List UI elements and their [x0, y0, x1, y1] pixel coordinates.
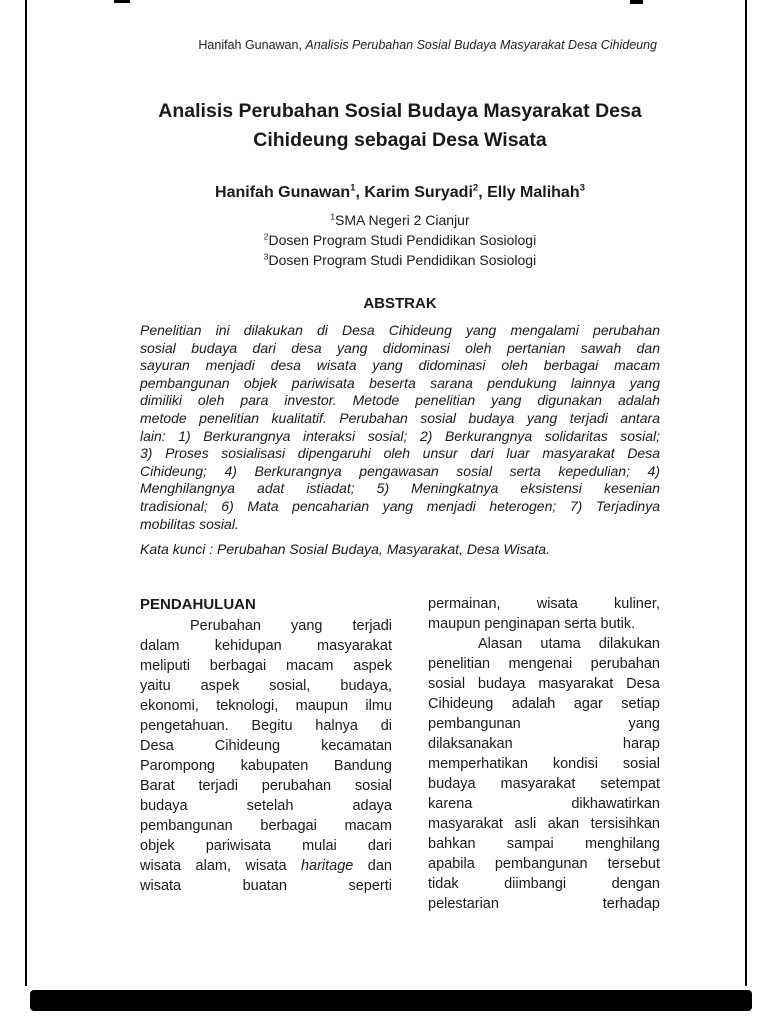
body-line: memperhatikan kondisi sosial: [428, 756, 660, 772]
paper-title-line: Cihideung sebagai Desa Wisata: [253, 129, 547, 151]
abstract-body: [140, 322, 660, 533]
body-line: wisata buatan seperti: [140, 878, 392, 894]
abstract-line: Penelitian ini dilakukan di Desa Cihideung yang mengalami perubahan: [140, 322, 660, 338]
body-line: pembangunan berbagai macam: [140, 818, 392, 834]
affiliations: [140, 210, 660, 270]
column-left-lines: [140, 616, 392, 896]
abstract-line: pembangunan objek pariwisata beserta sarana pendukung lainnya yang: [140, 374, 660, 391]
body-line: masyarakat asli akan tersisihkan: [428, 816, 660, 832]
running-header-author: Hanifah Gunawan,: [198, 38, 306, 52]
keywords-line: Kata kunci : Perubahan Sosial Budaya, Masyarakat, Desa Wisata.: [140, 541, 550, 557]
body-line: karena dikhawatirkan: [428, 796, 660, 812]
body-line: wisata alam, wisata haritage dan: [140, 858, 392, 874]
column-right: [428, 594, 660, 914]
abstract-line: lain: 1) Berkurangnya interaksi sosial; 2) Berkurangnya solidaritas sosial;: [140, 427, 660, 444]
body-line: tidak diimbangi dengan: [428, 876, 660, 892]
body-line: pelestarian terhadap: [428, 896, 660, 912]
body-line: pembangunan yang: [428, 716, 660, 732]
body-line: penelitian mengenai perubahan: [428, 656, 660, 672]
body-columns: [140, 594, 660, 914]
running-header-work-title: Analisis Perubahan Sosial Budaya Masyarakat Desa Cihideung: [305, 38, 657, 52]
body-line: meliputi berbagai macam aspek: [140, 658, 392, 674]
abstract-line: tradisional; 6) Mata pencaharian yang menjadi heterogen; 7) Terjadinya: [140, 497, 660, 514]
affiliation-line: $^3$Dosen Program Studi Pendidikan Sosiologi: [263, 251, 537, 268]
abstract-line: sosial budaya dari desa yang didominasi oleh pertanian sawah dan: [140, 339, 660, 356]
body-line: objek pariwisata mulai dari: [140, 838, 392, 854]
affiliation-line: $^2$Dosen Program Studi Pendidikan Sosiologi: [263, 231, 537, 248]
paper-title: [124, 97, 676, 155]
body-line: Alasan utama dilakukan: [478, 636, 660, 652]
body-line: permainan, wisata kuliner,: [428, 596, 660, 612]
abstract-line: Cihideung; 4) Berkurangnya pengawasan sosial serta kepedulian; 4): [140, 462, 660, 479]
scan-artifact-right-edge: [745, 0, 747, 986]
body-line: yaitu aspek sosial, budaya,: [140, 678, 392, 694]
body-line: sosial budaya masyarakat Desa: [428, 676, 660, 692]
body-line: dalam kehidupan masyarakat: [140, 638, 392, 654]
scan-artifact-top-tick-left: [114, 0, 130, 3]
abstract-line: metode penelitian kualitatif. Perubahan sosial budaya yang terjadi antara: [140, 409, 660, 426]
body-line: Perubahan yang terjadi: [190, 618, 392, 634]
body-line: bahkan sampai menghilang: [428, 836, 660, 852]
body-line: Desa Cihideung kecamatan: [140, 738, 392, 754]
body-line: maupun penginapan serta butik.: [428, 616, 636, 632]
scan-artifact-left-edge: [25, 0, 27, 986]
abstract-line: Menghilangnya adat istiadat; 5) Meningkatnya eksistensi kesenian: [140, 480, 660, 497]
body-line: budaya setelah adaya: [140, 798, 392, 814]
body-line: ekonomi, teknologi, maupun ilmu: [140, 698, 392, 714]
authors-line: Hanifah Gunawan$^1$, Karim Suryadi$^2$, Elly Malihah$^3$: [215, 182, 585, 201]
affiliation-line: $^1$SMA Negeri 2 Cianjur: [330, 211, 470, 228]
abstract-line: mobilitas sosial.: [140, 515, 239, 532]
body-line: pengetahuan. Begitu halnya di: [140, 718, 392, 734]
running-header: [140, 38, 657, 52]
section-heading-pendahuluan: PENDAHULUAN: [140, 596, 256, 613]
body-line: Parompong kabupaten Bandung: [140, 758, 392, 774]
body-line: dilaksanakan harap: [428, 736, 660, 752]
abstract-line: dimiliki oleh para investor. Metode penelitian yang digunakan adalah: [140, 392, 660, 409]
abstract-line: 3) Proses sosialisasi dipengaruhi oleh unsur dari luar masyarakat Desa: [140, 445, 660, 462]
body-line: budaya masyarakat setempat: [428, 776, 660, 792]
scan-artifact-top-tick-right: [630, 0, 643, 4]
abstract-heading: ABSTRAK: [363, 295, 437, 312]
paper-title-line: Analisis Perubahan Sosial Budaya Masyarakat Desa: [158, 100, 642, 122]
scan-artifact-bottom-bar: [30, 990, 752, 1011]
body-line: Barat terjadi perubahan sosial: [140, 778, 392, 794]
body-line: apabila pembangunan tersebut: [428, 856, 660, 872]
column-left: [140, 594, 392, 914]
abstract-line: sayuran menjadi desa wisata yang didominasi oleh berbagai macam: [140, 357, 660, 374]
body-line: Cihideung adalah agar setiap: [428, 696, 660, 712]
